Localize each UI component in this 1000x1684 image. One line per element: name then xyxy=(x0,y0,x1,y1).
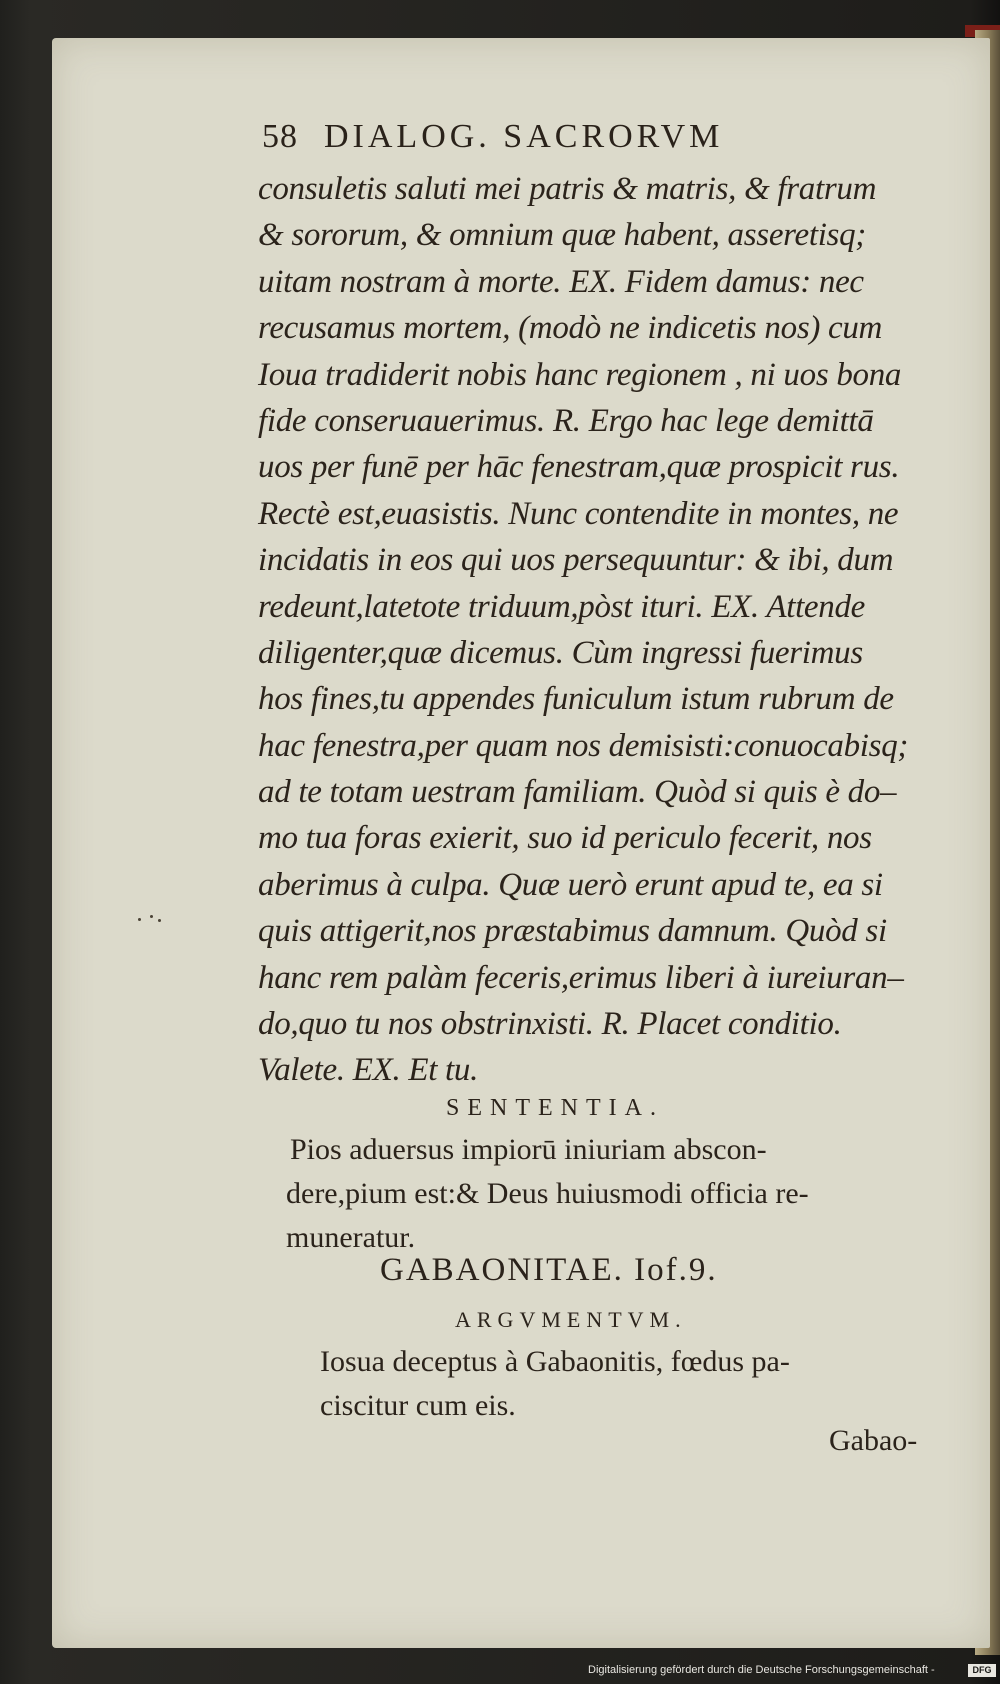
text-line: Ioua tradiderit nobis hanc regionem , ni uos bona xyxy=(258,356,902,393)
argumentum-text xyxy=(320,1340,940,1428)
text-line: ciscitur cum eis. xyxy=(320,1389,516,1422)
running-header xyxy=(262,118,862,156)
text-line: hac fenestra,per quam nos demisisti:conuocabisq; xyxy=(258,727,909,764)
text-line: quis attigerit,nos præstabimus damnum. Quòd si xyxy=(258,913,887,950)
margin-speck xyxy=(158,919,161,922)
page-number: 58 xyxy=(262,118,298,155)
text-line: Pios aduersus impiorū iniuriam abscon- xyxy=(290,1133,767,1166)
text-line: consuletis saluti mei patris & matris, & fratrum xyxy=(258,171,877,207)
sententia-heading: SENTENTIA. xyxy=(446,1095,664,1121)
text-line: uos per funē per hāc fenestram,quæ prospicit rus. xyxy=(258,449,900,486)
argumentum-heading: ARGVMENTVM. xyxy=(455,1307,687,1332)
margin-speck xyxy=(150,915,153,918)
text-line: do,quo tu nos obstrinxisti. R. Placet conditio. xyxy=(258,1006,842,1043)
digitization-credit: Digitalisierung gefördert durch die Deutsche Forschungsgemeinschaft - xyxy=(588,1664,935,1676)
catchword: Gabao- xyxy=(829,1424,918,1457)
text-line: aberimus à culpa. Quæ uerò erunt apud te, ea si xyxy=(258,866,883,903)
text-line: hos fines,tu appendes funiculum istum rubrum de xyxy=(258,681,894,718)
text-line: Iosua deceptus à Gabaonitis, fœdus pa- xyxy=(320,1345,790,1378)
dialogue-text xyxy=(258,166,958,1094)
text-line: uitam nostram à morte. EX. Fidem damus: nec xyxy=(258,263,864,300)
text-line: & sororum, & omnium quæ habent, asseretisq; xyxy=(258,217,866,254)
dfg-logo: DFG xyxy=(968,1664,996,1677)
section-title: GABAONITAE. Iof.9. xyxy=(380,1252,718,1288)
text-line: Rectè est,euasistis. Nunc contendite in montes, ne xyxy=(258,495,899,532)
text-line: ad te totam uestram familiam. Quòd si quis è do– xyxy=(258,774,897,811)
text-line: diligenter,quæ dicemus. Cùm ingressi fuerimus xyxy=(258,634,863,671)
text-line: Valete. EX. Et tu. xyxy=(258,1052,479,1089)
text-line: hanc rem palàm feceris,erimus liberi à iureiuran– xyxy=(258,959,904,996)
sententia-text xyxy=(286,1128,940,1260)
text-line: dere,pium est:& Deus huiusmodi officia re- xyxy=(286,1177,809,1210)
text-line: recusamus mortem, (modò ne indicetis nos) cum xyxy=(258,310,883,347)
text-line: incidatis in eos qui uos persequuntur: & ibi, dum xyxy=(258,542,894,579)
text-line: redeunt,latetote triduum,pòst ituri. EX. Attende xyxy=(258,588,866,625)
text-line: muneratur. xyxy=(286,1221,416,1254)
text-line: fide conseruauerimus. R. Ergo hac lege demittā xyxy=(258,402,874,439)
text-line: mo tua foras exierit, suo id periculo fecerit, nos xyxy=(258,820,872,857)
margin-speck xyxy=(138,918,141,921)
running-title: DIALOG. SACRORVM xyxy=(324,118,724,155)
